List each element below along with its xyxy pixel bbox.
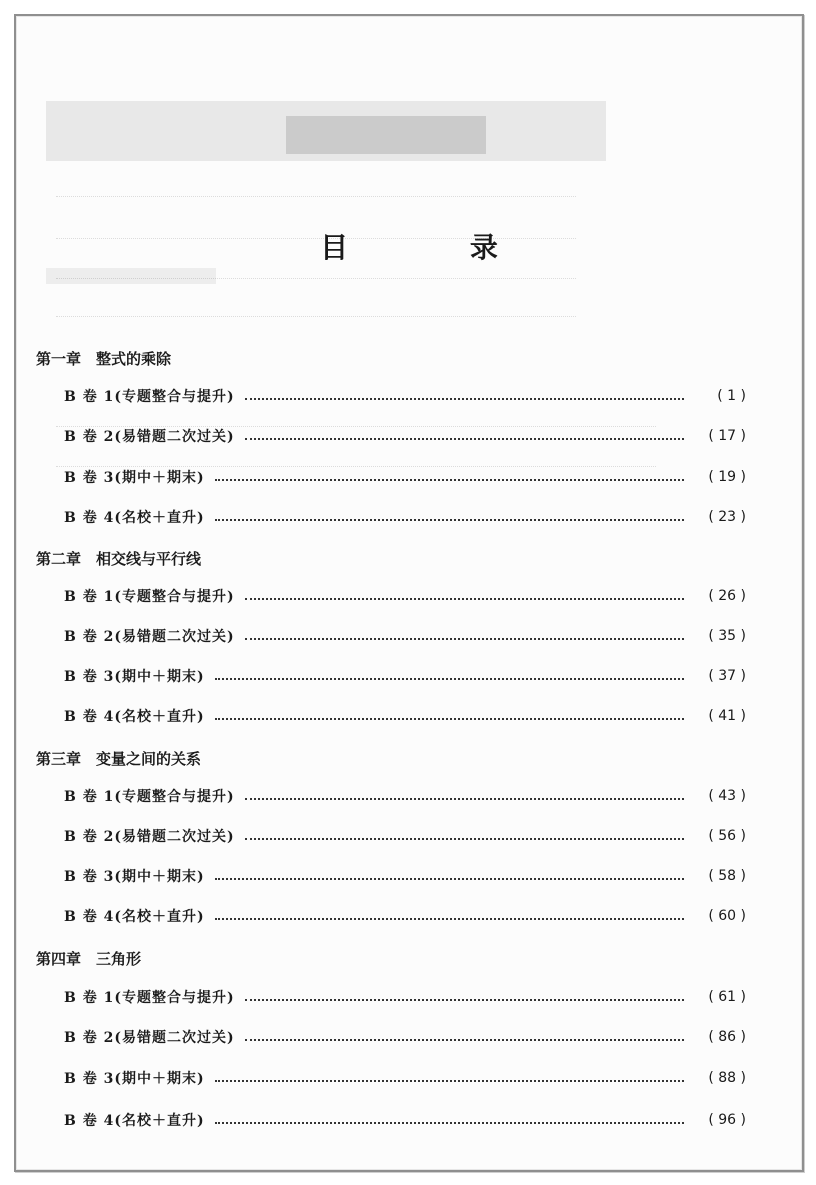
dot-leader <box>245 638 684 640</box>
toc-entry-label: B 卷 1(专题整合与提升) <box>64 589 235 605</box>
toc-entry[interactable] <box>64 987 746 1007</box>
toc-entry-page: ( 19 ) <box>708 469 746 485</box>
dot-leader <box>215 1080 684 1082</box>
toc-entry-page: ( 35 ) <box>708 628 746 644</box>
toc-entry-label: B 卷 1(专题整合与提升) <box>64 389 235 405</box>
dot-leader <box>245 838 684 840</box>
toc-entry-label: B 卷 4(名校＋直升) <box>64 510 205 526</box>
chapter-heading: 第一章 整式的乘除 <box>36 350 172 368</box>
dot-leader <box>215 878 684 880</box>
toc-entry-label: B 卷 1(专题整合与提升) <box>64 789 235 805</box>
dot-leader <box>215 519 684 521</box>
bleed-through-text <box>56 196 576 197</box>
toc-entry-page: ( 60 ) <box>708 908 746 924</box>
toc-entry-page: ( 41 ) <box>708 708 746 724</box>
toc-entry-label: B 卷 3(期中＋期末) <box>64 669 205 685</box>
toc-entry-page: ( 88 ) <box>708 1070 746 1086</box>
dot-leader <box>245 798 684 800</box>
toc-entry-label: B 卷 3(期中＋期末) <box>64 1071 205 1087</box>
toc-entry[interactable] <box>64 706 746 726</box>
toc-entry-page: ( 37 ) <box>708 668 746 684</box>
toc-entry-label: B 卷 4(名校＋直升) <box>64 909 205 925</box>
toc-entry-page: ( 26 ) <box>708 588 746 604</box>
toc-entry-label: B 卷 4(名校＋直升) <box>64 709 205 725</box>
toc-entry[interactable] <box>64 906 746 926</box>
toc-entry-page: ( 61 ) <box>708 989 746 1005</box>
chapter-heading: 第三章 变量之间的关系 <box>36 750 202 768</box>
dot-leader <box>245 438 684 440</box>
toc-entry[interactable] <box>64 1068 746 1088</box>
dot-leader <box>245 598 684 600</box>
toc-entry[interactable] <box>64 1110 746 1130</box>
toc-entry-page: ( 23 ) <box>708 509 746 525</box>
dot-leader <box>215 1122 684 1124</box>
dot-leader <box>245 999 684 1001</box>
toc-entry-page: ( 96 ) <box>708 1112 746 1128</box>
toc-entry-label: B 卷 3(期中＋期末) <box>64 869 205 885</box>
toc-entry-page: ( 56 ) <box>708 828 746 844</box>
toc-entry[interactable] <box>64 866 746 886</box>
dot-leader <box>215 479 684 481</box>
bleed-through-text <box>56 316 576 317</box>
toc-entry-label: B 卷 2(易错题二次过关) <box>64 829 235 845</box>
chapter-heading: 第二章 相交线与平行线 <box>36 550 202 568</box>
toc-entry-page: ( 43 ) <box>708 788 746 804</box>
toc-entry-label: B 卷 1(专题整合与提升) <box>64 990 235 1006</box>
toc-entry[interactable] <box>64 467 746 487</box>
dot-leader <box>245 1039 684 1041</box>
toc-entry[interactable] <box>64 507 746 527</box>
toc-entry-label: B 卷 3(期中＋期末) <box>64 470 205 486</box>
toc-entry-label: B 卷 2(易错题二次过关) <box>64 1030 235 1046</box>
toc-entry-label: B 卷 2(易错题二次过关) <box>64 429 235 445</box>
dot-leader <box>245 398 684 400</box>
toc-entry-page: ( 1 ) <box>717 388 746 404</box>
page-frame <box>14 14 804 1172</box>
page-title: 目 录 <box>320 231 554 264</box>
dot-leader <box>215 918 684 920</box>
bleed-through-band <box>286 116 486 154</box>
chapter-heading: 第四章 三角形 <box>36 950 142 968</box>
toc-entry[interactable] <box>64 666 746 686</box>
toc-entry[interactable] <box>64 786 746 806</box>
toc-entry-page: ( 86 ) <box>708 1029 746 1045</box>
toc-entry[interactable] <box>64 386 746 406</box>
toc-entry[interactable] <box>64 586 746 606</box>
toc-entry[interactable] <box>64 1027 746 1047</box>
toc-entry[interactable] <box>64 426 746 446</box>
toc-entry-page: ( 58 ) <box>708 868 746 884</box>
bleed-through-band <box>46 268 216 284</box>
toc-entry-label: B 卷 2(易错题二次过关) <box>64 629 235 645</box>
toc-entry[interactable] <box>64 626 746 646</box>
toc-entry-page: ( 17 ) <box>708 428 746 444</box>
toc-entry[interactable] <box>64 826 746 846</box>
toc-entry-label: B 卷 4(名校＋直升) <box>64 1113 205 1129</box>
dot-leader <box>215 718 684 720</box>
dot-leader <box>215 678 684 680</box>
bleed-through-text <box>56 278 576 279</box>
